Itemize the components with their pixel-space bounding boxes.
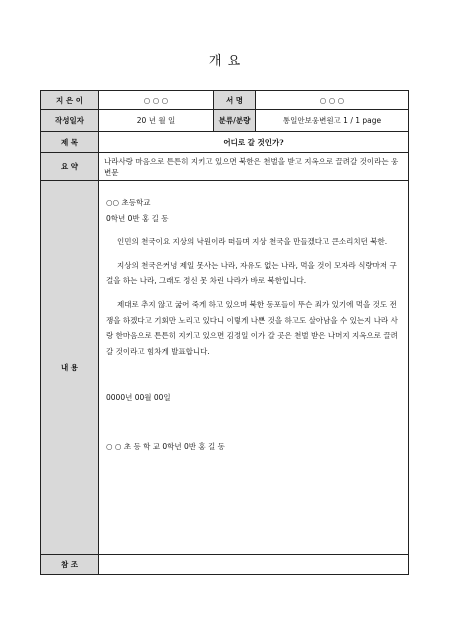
content-body[interactable] xyxy=(99,181,409,555)
author-label: 지 은 이 xyxy=(41,91,99,110)
reference-value[interactable] xyxy=(99,555,409,575)
content-signoff: ○ ○ 초 등 학 교 0학년 0반 홍 길 동 xyxy=(106,441,225,451)
document-form xyxy=(40,90,409,575)
reference-label: 참 조 xyxy=(41,555,99,575)
date-value[interactable]: 20 년 월 일 xyxy=(99,110,214,132)
content-school: ○○ 초등학교 xyxy=(106,198,151,207)
subject-row xyxy=(41,132,409,153)
content-student: 0학년 0반 홍 길 동 xyxy=(106,213,169,223)
content-label: 내 용 xyxy=(41,181,99,555)
signature-label: 서 명 xyxy=(214,91,256,110)
page-title: 개 요 xyxy=(208,54,242,69)
reference-row xyxy=(41,555,409,575)
content-date: 0000년 00월 00일 xyxy=(106,393,171,403)
date-label: 작성일자 xyxy=(41,110,99,132)
category-label: 분류/분량 xyxy=(214,110,256,132)
content-paragraph-1: 인민의 천국이요 지상의 낙원이라 떠들며 지상 천국을 만들겠다고 큰소리치던 북한. xyxy=(117,237,388,247)
content-row xyxy=(41,181,409,555)
summary-row xyxy=(41,153,409,181)
subject-label: 제 목 xyxy=(41,132,99,153)
content-paragraph-2: 지상의 천국은커녕 제일 못사는 나라, 자유도 없는 나라, 먹을 것이 모자라 식량마저 구걸을 하는 나라, 그래도 정신 못 차린 나라가 바로 북한입니다. xyxy=(106,260,397,286)
subject-value[interactable]: 어디로 갈 것인가? xyxy=(99,132,409,153)
category-value[interactable]: 통일안보웅변원고 1 / 1 page xyxy=(256,110,409,132)
signature-value[interactable]: ○ ○ ○ xyxy=(256,91,409,110)
content-paragraph-3: 제대로 추지 않고 굶어 죽게 하고 있으며 북한 동포들이 뚜슨 죄가 있기에 먹을 것도 전쟁을 하겠다고 기회만 노리고 있다니 이렇게 나쁜 것을 하고도 살아남을 수 있는지 나라 사랑 한마음으로 튼튼히 지키고 있으면 김정일 이가 갈 곳은 천벌 받은 나머지 지옥으로 끌려갈 것이라고 힘차게 발표합니다. xyxy=(106,299,398,356)
author-value[interactable]: ○ ○ ○ xyxy=(99,91,214,110)
author-row xyxy=(41,91,409,110)
summary-value[interactable]: 나라사랑 마음으로 튼튼히 지키고 있으면 북한은 천벌을 받고 지옥으로 끌려갈 것이라는 웅변문 xyxy=(99,153,409,181)
summary-label: 요 약 xyxy=(41,153,99,181)
date-row xyxy=(41,110,409,132)
